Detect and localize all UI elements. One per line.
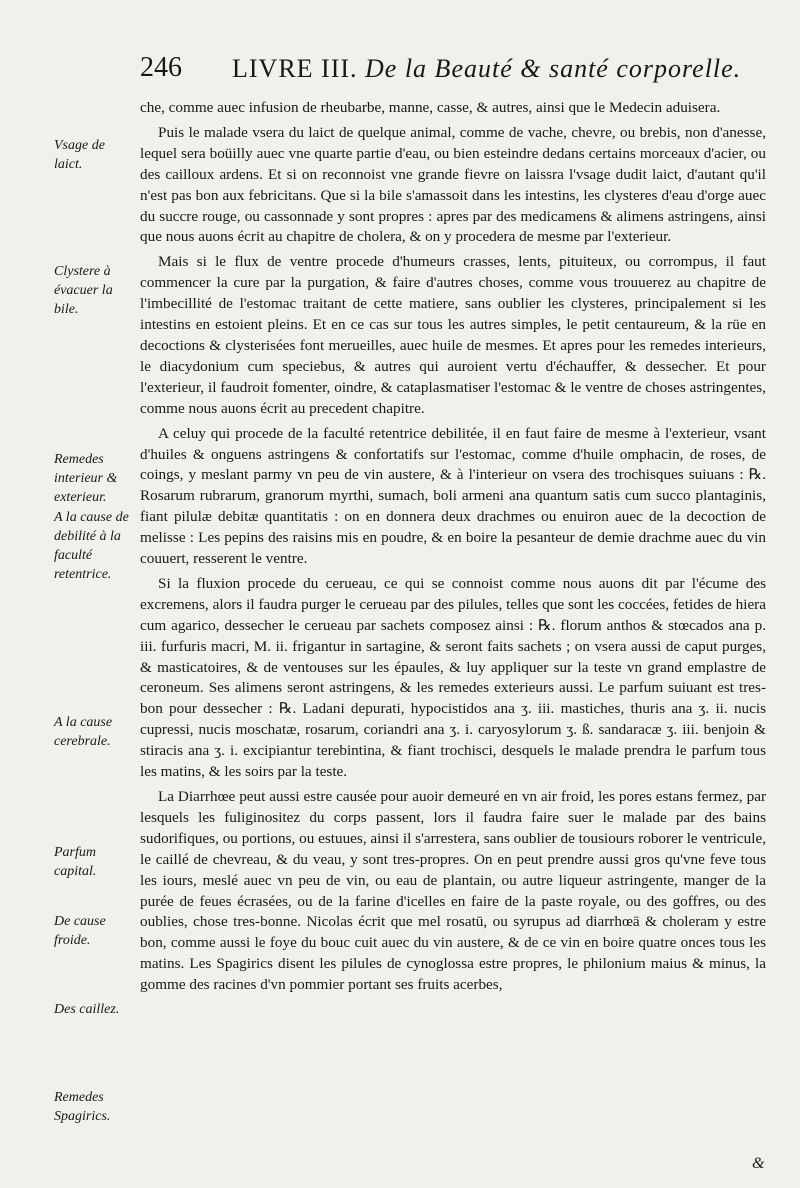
margin-note: Clystere à évacuer la bile. <box>54 264 113 317</box>
paragraph: La Diarrhœe peut aussi estre causée pour auoir demeuré en vn air froid, les pores estans fermez, par lesquels les fuliginositez du corps passent, lors il faudra faire suer le malade par des bains sudorifiques, ou portions, ou estuues, ainsi il s'arrestera, sans oublier de tousiours roborer le ventricule, le caillé de chevreau, & du veau, y sont tres-propres. On en peut prendre aussi gros qu'vne feve tous les iours, meslé auec vn peu de vin, ou eau de plantain, ou autre liqueur astringente, manger de la purée de feues écrasées, ou de la farine d'icelles en faire de la paste royale, ou des goffres, ou des oublies, chose tres-bonne. Nicolas écrit que mel rosatū, ou syrupus ad diarrhœā & choleram y estre bon, comme aussi le foye du bouc cuit auec du vin austere, & de ce vin en boire quatre onces tous les matins. Les Spagirics disent les pilules de cynoglossa estre propres, le philonium maius & minus, la gomme des racines d'vn pommier portant ses fruits acerbes, <box>140 788 766 994</box>
catchword: & <box>752 1155 765 1172</box>
margin-note: Parfum capital. <box>54 845 97 879</box>
paragraph: Puis le malade vsera du laict de quelque animal, comme de vache, chevre, ou brebis, non d'anesse, lequel sera boüilly auec vne quarte partie d'eau, ou bien esteindre dedans certains morceaux d'acier, ou des cailloux ardens. Et si on reconnoist vne grande fievre on laissra l'vsage dudit laict, d'autant qu'il n'est pas bon aux febricitans. Que si la bile s'amassoit dans les intestins, les clysteres d'eau d'orge auec du succre rouge, ou cassonnade y sont propres : apres par des medicamens & alimens astringens, ainsi que nous auons écrit au chapitre de cholera, & on y procedera de mesme par l'exterieur. <box>140 123 766 246</box>
body-text <box>140 98 766 1000</box>
page-header <box>140 52 760 92</box>
running-book: LIVRE III. <box>232 54 358 83</box>
page-number: 246 <box>140 52 182 83</box>
running-head <box>232 54 741 84</box>
margin-note: De cause froide. <box>54 914 106 948</box>
margin-note: A la cause de debilité à la faculté retentrice. <box>54 510 129 582</box>
paragraph: Mais si le flux de ventre procede d'humeurs crasses, lents, pituiteux, ou corrompus, il faut commencer la cure par la purgation, & faire d'autres choses, comme vous trouuerez au chapitre de l'imbecillité de l'estomac traitant de cette matiere, sans oublier les clysteres, principalement si les intestins en estoient pleins. Et en ce cas sur tous les autres simples, le petit centaureum, & la rüe en decoctions & clysterisées font merueilles, auec huile de mesmes. Et apres pour les remedes interieurs, le diacydonium cum speciebus, & autres qui auroient vertu d'échauffer, & dessecher. Et pour l'exterieur, il faudroit fomenter, oindre, & cataplasmatiser l'estomac & le ventre de choses astringentes, comme nous auons écrit au precedent chapitre. <box>140 253 766 417</box>
paragraph: che, comme auec infusion de rheubarbe, manne, casse, & autres, ainsi que le Medecin aduisera. <box>140 99 721 116</box>
margin-note: A la cause cerebrale. <box>54 715 113 749</box>
margin-note: Remedes Spagirics. <box>54 1090 111 1124</box>
paragraph: Si la fluxion procede du cerueau, ce qui se connoist comme nous auons dit par l'écume des excremens, alors il faudra purger le cerueau par des pilules, telles que sont les coccées, fetides de hiera cum agarico, dessecher le cerueau par sachets composez ainsi : ℞. florum anthos & stœcados ana p. iii. furfuris macri, M. ii. frigantur in sartagine, & seront faits sachets ; on vsera aussi de caput purges, & masticatoires, & de ventouses sur les épaules, & luy appliquer sur la teste vn grand emplastre de ceroneum. Ses alimens seront astringens, & les remedes exterieurs aussi. Le parfum suiuant est tres-bon pour dessecher : ℞. Ladani depurati, hypocistidos ana ʒ. iii. mastiches, thuris ana ʒ. ii. nucis cupressi, nucis moschatæ, rosarum, coriandri ana ʒ. i. caryosylorum ʒ. ß. sandaracæ ʒ. iii. benjoin & stiracis ana ʒ. i. excipiantur terebintina, & fiant trochisci, desquels le malade prendra le parfum tous les matins, & les soirs par la teste. <box>140 574 766 781</box>
running-title: De la Beauté & santé corporelle. <box>365 54 742 83</box>
margin-note: Vsage de laict. <box>54 138 105 172</box>
margin-note: Des caillez. <box>54 1002 120 1017</box>
margin-note: Remedes interieur & exterieur. <box>54 452 118 505</box>
paragraph: A celuy qui procede de la faculté retentrice debilitée, il en faut faire de mesme à l'exterieur, vsant d'huiles & onguens astringens & confortatifs sur l'estomac, comme d'huile omphacin, de roses, de coings, y meslant parmy vn peu de vin austere, & à l'interieur on vsera des trochisques suiuans : ℞. Rosarum rubrarum, granorum myrthi, sumach, boli armeni ana quantum satis cum succo plantaginis, fiant pilulæ debitæ quantitatis : on en donnera deux drachmes ou enuiron auec de la decoction de melisse : Les pepins des raisins mis en poudre, & en boire la pesanteur de demie drachme auec du vin couuert, resserent le ventre. <box>140 424 766 568</box>
